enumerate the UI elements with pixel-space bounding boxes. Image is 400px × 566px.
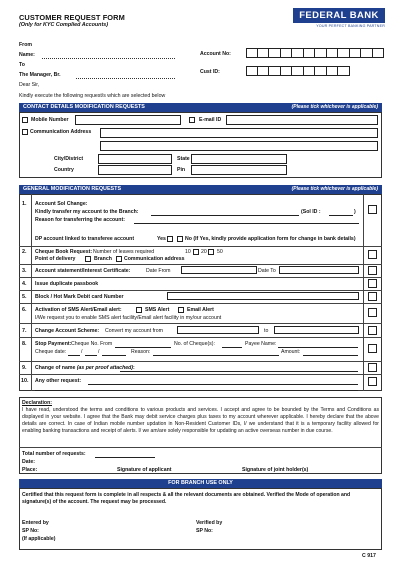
mobile-label: Mobile Number	[31, 117, 69, 123]
row-divider	[19, 264, 382, 265]
no-of-cheques-field[interactable]	[222, 347, 242, 348]
pin-field[interactable]	[191, 165, 287, 175]
transfer-reason-field[interactable]	[134, 223, 359, 224]
general-heading-note: (Please tick whichever is applicable)	[291, 186, 378, 193]
city-label: City/District	[54, 156, 84, 162]
name-label: Name:	[19, 52, 35, 58]
pod-comm-checkbox[interactable]	[116, 256, 122, 262]
contact-heading-note: (Please tick whichever is applicable)	[291, 104, 378, 111]
comm-address-checkbox[interactable]	[22, 129, 28, 135]
pin-label: Pin	[177, 167, 186, 173]
tick-box-alert[interactable]	[368, 308, 377, 317]
cheque-from-field[interactable]	[115, 347, 171, 348]
tick-box-name-change[interactable]	[368, 363, 377, 372]
sms-alert-checkbox[interactable]	[136, 307, 142, 313]
transfer-reason-label: Reason for transferring the account:	[35, 217, 125, 223]
dp-no-checkbox[interactable]	[177, 236, 183, 242]
form-title: CUSTOMER REQUEST FORM	[19, 13, 125, 22]
sol-id-close: )	[354, 209, 356, 215]
row-divider	[19, 323, 382, 324]
total-requests-field[interactable]	[95, 457, 155, 458]
email-alert-checkbox[interactable]	[178, 307, 184, 313]
cheque-date-dd[interactable]	[68, 355, 80, 356]
cheque-from-label: Cheque No. From	[71, 341, 113, 347]
pod-label: Point of delivery	[35, 256, 76, 262]
to-label: To	[19, 62, 25, 68]
item-number: 2.	[22, 249, 27, 255]
address-line-2[interactable]	[100, 141, 378, 151]
alert-note: I/We request you to enable SMS alert facility/Email alert facility in my/our account	[35, 315, 222, 321]
date-sep: /	[98, 349, 100, 355]
row-divider	[19, 374, 382, 375]
row-divider	[19, 361, 382, 362]
transfer-branch-field[interactable]	[151, 215, 299, 216]
no-of-cheques-label: No. of Cheque(s):	[174, 341, 215, 347]
dear-sir: Dear Sir,	[19, 82, 40, 88]
row-divider	[19, 290, 382, 291]
total-requests-label: Total number of requests:	[22, 451, 86, 457]
cheque-date-yyyy[interactable]	[102, 355, 126, 356]
email-field[interactable]	[226, 115, 378, 125]
row-divider	[19, 246, 382, 247]
contact-heading	[19, 103, 382, 112]
payee-label: Payee Name:	[245, 341, 277, 347]
declaration-heading: Declaration:	[22, 400, 52, 406]
dp-no-label: No (If Yes, kindly provide application form for change in bank details)	[185, 236, 356, 242]
reason-field[interactable]	[153, 355, 279, 356]
account-no-label: Account No:	[200, 51, 231, 57]
leaves-50: 50	[217, 249, 223, 255]
country-field[interactable]	[98, 165, 172, 175]
item-number: 4.	[22, 281, 27, 287]
other-request-line-2[interactable]	[35, 390, 358, 391]
address-line-1[interactable]	[100, 128, 378, 138]
cheque-date-label: Cheque date:	[35, 349, 67, 355]
tick-box-cheque-book[interactable]	[368, 250, 377, 259]
branch-use-heading-text: FOR BRANCH USE ONLY	[168, 480, 233, 487]
cust-id-label: Cust ID:	[200, 69, 220, 75]
cust-id-cells[interactable]	[246, 66, 350, 76]
item-number: 6.	[22, 307, 27, 313]
verified-by-label: Verified by	[196, 520, 223, 526]
item-number: 10.	[21, 378, 29, 384]
convert-label: Convert my account from	[105, 328, 163, 334]
date-from-label: Date From	[146, 268, 171, 274]
intro-text: Kindly execute the following request/s which are selected below	[19, 93, 166, 99]
bank-name: FEDERAL BANK	[293, 8, 385, 23]
date-to-label: Date To	[258, 268, 276, 274]
reason-label: Reason:	[131, 349, 151, 355]
pod-branch-label: Branch	[94, 256, 112, 262]
country-label: Country	[54, 167, 74, 173]
payee-field[interactable]	[278, 347, 358, 348]
branch-use-heading	[19, 479, 382, 488]
branch-field[interactable]	[76, 78, 175, 79]
name-change-colon: :	[133, 365, 135, 371]
general-heading	[19, 185, 382, 194]
city-field[interactable]	[98, 154, 172, 164]
scheme-to-field[interactable]	[274, 326, 359, 334]
sol-id-field[interactable]	[329, 215, 353, 216]
manager-label: The Manager, Br.	[19, 72, 61, 78]
sol-id-label: (Sol ID :	[301, 209, 321, 215]
card-number-field[interactable]	[167, 292, 359, 300]
state-label: State	[177, 156, 190, 162]
item-number: 3.	[22, 268, 27, 274]
tick-box-other[interactable]	[368, 377, 377, 386]
leaves-20-checkbox[interactable]	[208, 249, 214, 255]
email-label: E-mail ID	[199, 117, 222, 123]
tick-box-passbook[interactable]	[368, 279, 377, 288]
cheque-date-mm[interactable]	[85, 355, 97, 356]
from-label: From	[19, 42, 32, 48]
tick-box-scheme[interactable]	[368, 326, 377, 335]
duplicate-passbook-title: Issue duplicate passbook	[35, 281, 99, 287]
block-card-title: Block / Hot Mark Debit card Number	[35, 294, 124, 300]
item-number: 1.	[22, 201, 27, 207]
sms-alert-label: SMS Alert	[145, 307, 170, 313]
scheme-change-title: Change Account Scheme:	[35, 328, 100, 334]
if-applicable-label: (If applicable)	[22, 536, 56, 542]
place-label: Place:	[22, 467, 38, 473]
form-code: C 917	[362, 553, 376, 559]
item-number: 9.	[22, 365, 27, 371]
leaves-20: 20	[201, 249, 207, 255]
scheme-from-field[interactable]	[177, 326, 259, 334]
declaration-text: I have read, understood the terms and conditions to various products and services. I accept and agree to be bounded by the Terms and Conditions as displayed in your website. I agree that the Bank may debit service charges plus taxes to my account wherever applicable. I hereby declare that the above details are correct. In case of Indian mobile number updation in Non-Resident Customer IDs, I/ we understand that it is a temporary facility allowed for enabling banking transactions and receipt of alerts. I/ we am/are solely responsible for updating an active overseas number in due course.	[22, 407, 379, 435]
leaves-10: 10	[185, 249, 191, 255]
alert-title: Activation of SMS Alert/Email alert:	[35, 307, 122, 313]
statement-title: Account statement/Interest Certificate:	[35, 268, 131, 274]
tick-box-stop-payment[interactable]	[368, 344, 377, 353]
dp-yes-checkbox[interactable]	[167, 236, 173, 242]
branch-certification: Certified that this request form is complete in all respects & all the relevant documents are obtained. Verified the Mode of operation and signature(s) of the account. The request may be processed.	[22, 492, 351, 506]
name-field[interactable]	[42, 58, 175, 59]
tick-box-block-card[interactable]	[368, 292, 377, 301]
mobile-field[interactable]	[75, 115, 181, 125]
amount-label: Amount:	[281, 349, 301, 355]
sp-no-verifier-label: SP No:	[196, 528, 213, 534]
comm-address-label: Communication Address	[30, 129, 92, 135]
bank-tagline: YOUR PERFECT BANKING PARTNER	[316, 24, 385, 28]
dp-account-label: DP account linked to transferee account	[35, 236, 135, 242]
date-to-field[interactable]	[279, 266, 359, 274]
tick-box-sol-change[interactable]	[368, 205, 377, 214]
new-name-field[interactable]	[120, 371, 358, 372]
date-label: Date:	[22, 459, 35, 465]
dp-yes-label: Yes	[157, 236, 166, 242]
sol-transfer-label: Kindly transfer my account to the Branch:	[35, 209, 139, 215]
scheme-to-label: to	[264, 328, 269, 334]
mobile-checkbox[interactable]	[22, 117, 28, 123]
email-alert-label: Email Alert	[187, 307, 214, 313]
other-request-title: Any other request:	[35, 378, 82, 384]
leaves-10-checkbox[interactable]	[193, 249, 199, 255]
sp-no-label: SP No:	[22, 528, 39, 534]
date-from-field[interactable]	[181, 266, 257, 274]
row-divider	[19, 277, 382, 278]
other-request-field[interactable]	[88, 384, 358, 385]
contact-heading-text: CONTACT DETAILS MODIFICATION REQUESTS	[23, 104, 145, 111]
applicant-signature-label: Signature of applicant	[117, 467, 172, 473]
row-divider	[19, 447, 382, 448]
general-heading-text: GENERAL MODIFICATION REQUESTS	[23, 186, 122, 193]
entered-by-label: Entered by	[22, 520, 49, 526]
item-number: 7.	[22, 328, 27, 334]
state-field[interactable]	[191, 154, 287, 164]
name-change-note: (as per proof attached)	[76, 365, 134, 371]
name-change-label: Change of name	[35, 365, 76, 371]
pod-branch-checkbox[interactable]	[85, 256, 91, 262]
leaves-label: Number of leaves required	[93, 249, 155, 255]
tick-box-statement[interactable]	[368, 266, 377, 275]
stop-payment-title: Stop Payment:	[35, 341, 72, 347]
item-number: 8.	[22, 341, 27, 347]
account-no-cells[interactable]	[246, 48, 384, 58]
form-subtitle: (Only for KYC Complied Accounts)	[19, 22, 109, 28]
amount-field[interactable]	[303, 355, 358, 356]
row-divider	[19, 337, 382, 338]
bank-logo	[293, 8, 385, 36]
cheque-book-title: Cheque Book Request:	[35, 249, 93, 255]
item-number: 5.	[22, 294, 27, 300]
pod-comm-label: Communication address	[124, 256, 185, 262]
sol-change-title: Account Sol Change:	[35, 201, 88, 207]
joint-signature-label: Signature of joint holder(s)	[242, 467, 309, 473]
row-divider	[19, 303, 382, 304]
email-checkbox[interactable]	[189, 117, 195, 123]
date-sep: /	[81, 349, 83, 355]
